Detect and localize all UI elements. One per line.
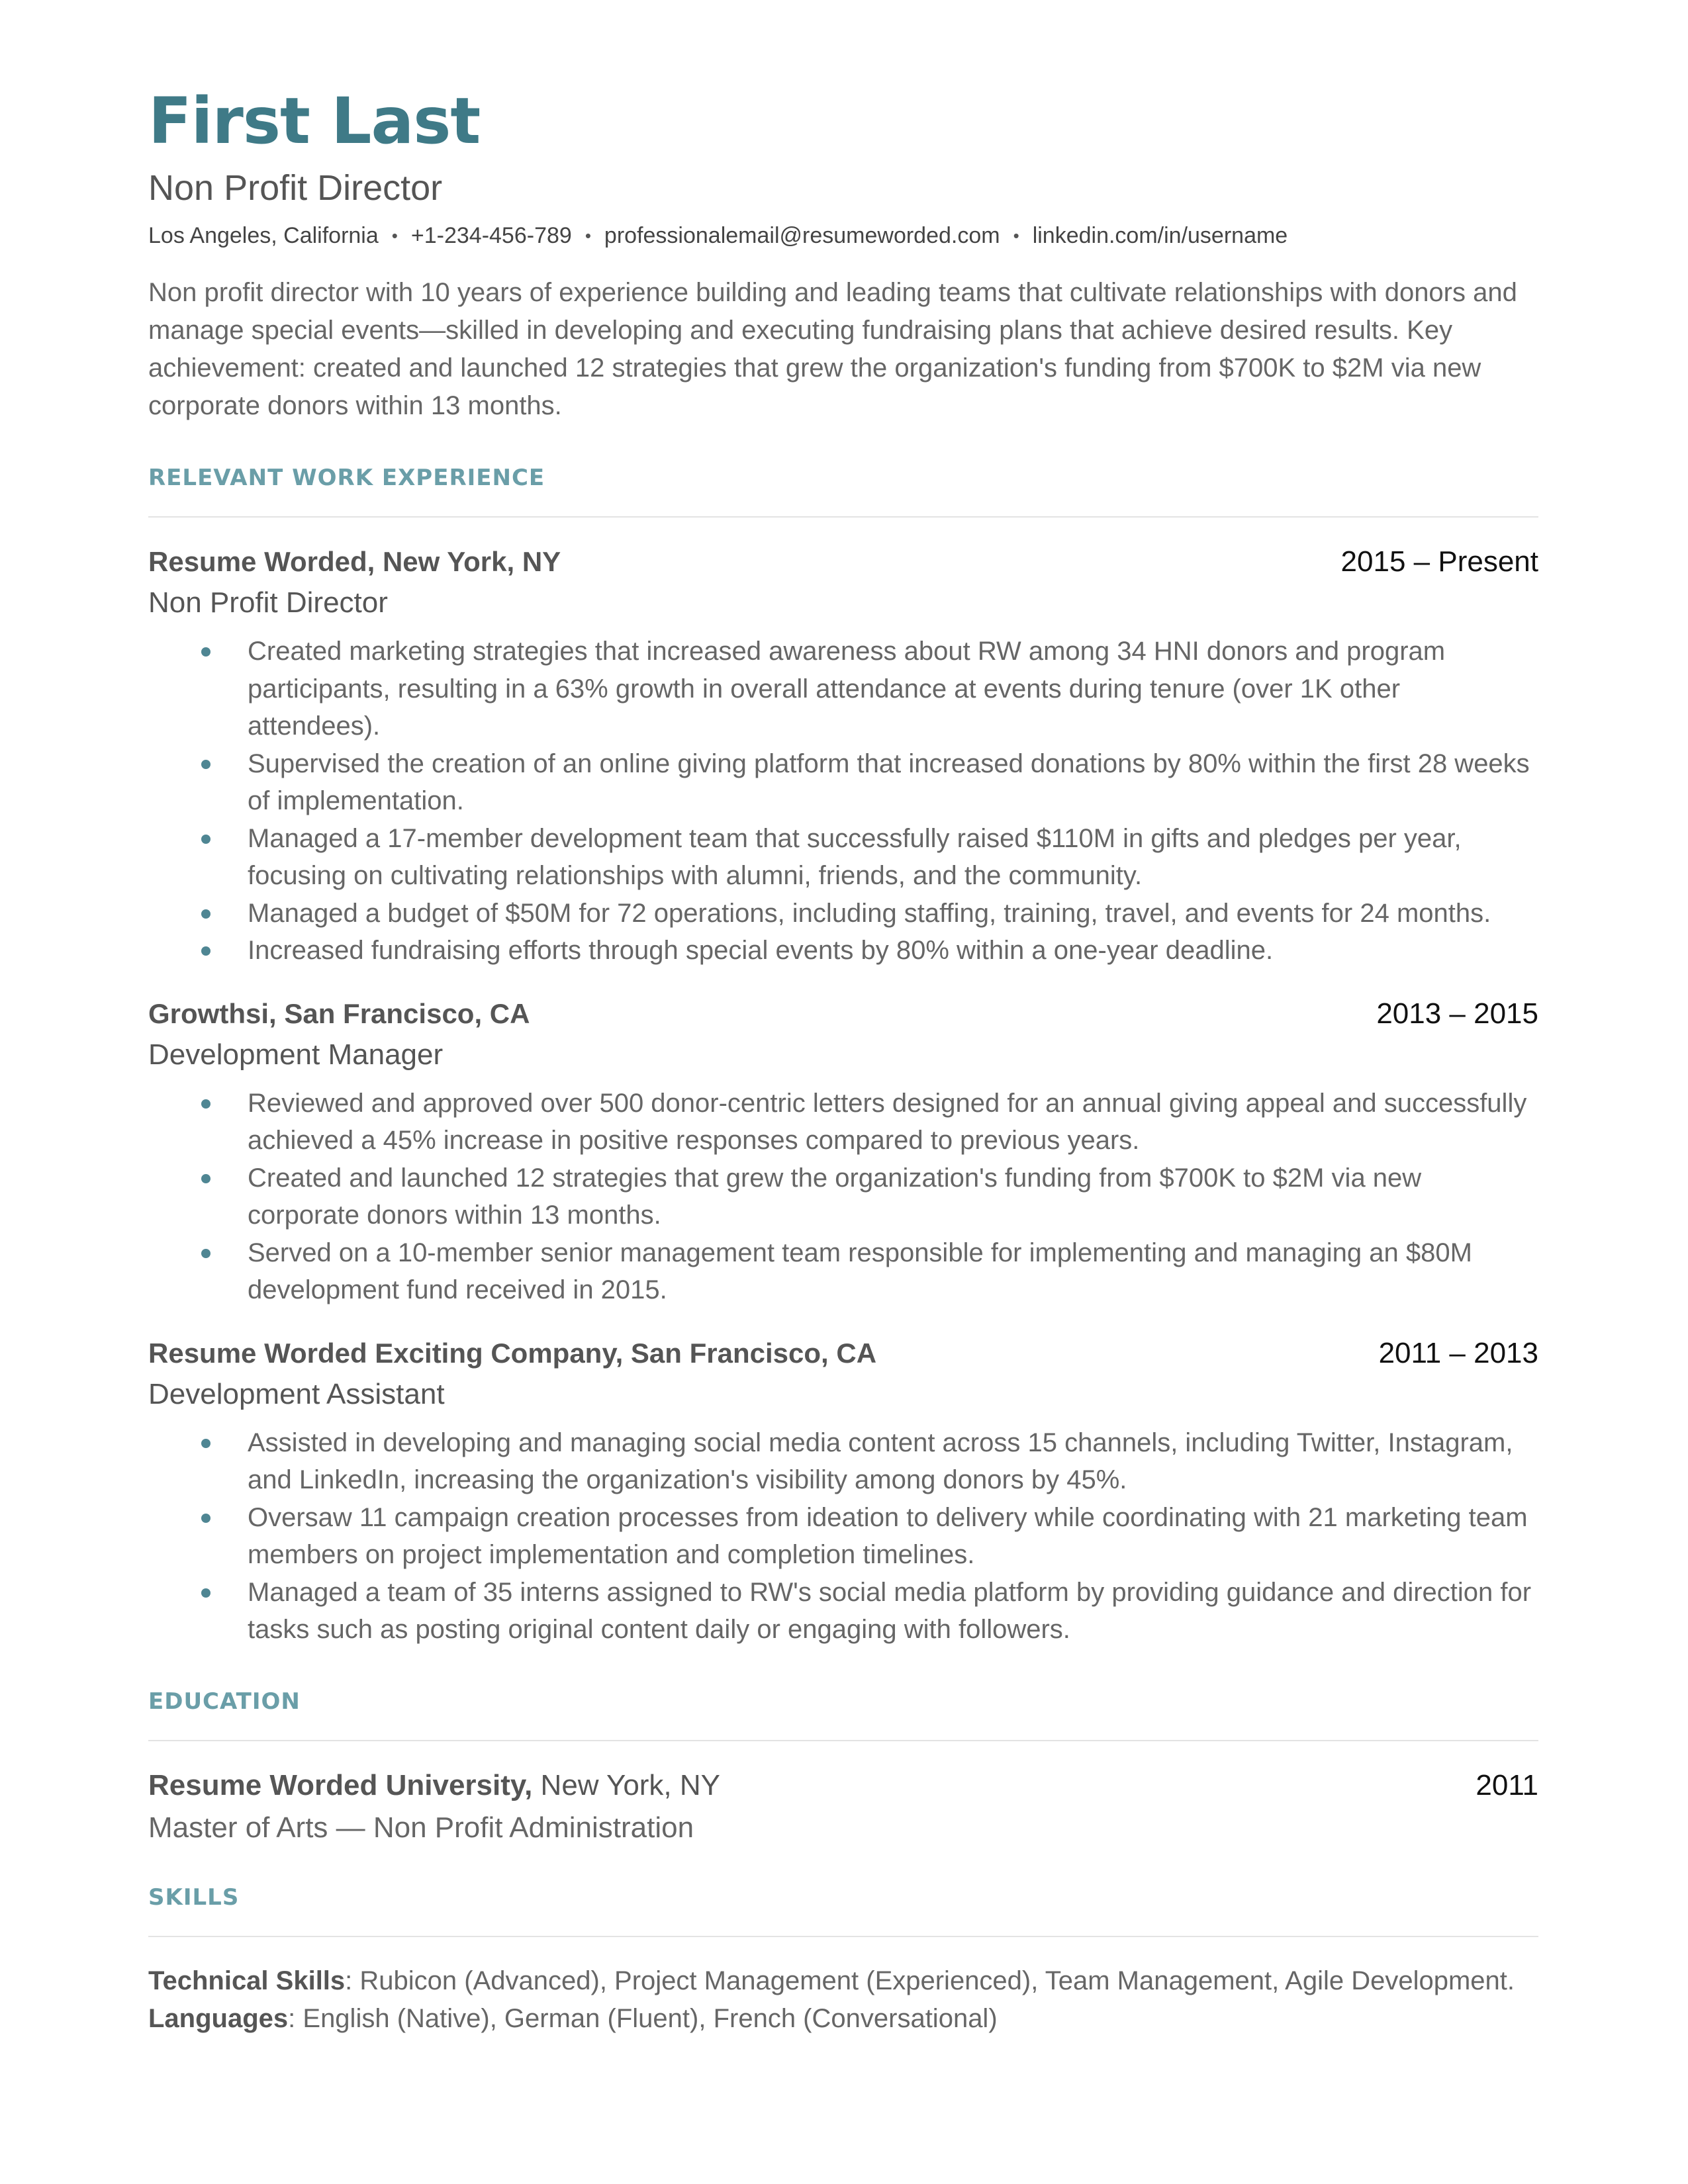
bullet-text: Increased fundraising efforts through special events by 80% within a one-year deadline. (248, 936, 1274, 966)
job-header (148, 997, 1538, 1030)
job-dates: 2011 – 2013 (1378, 1336, 1538, 1369)
job-company: Resume Worded Exciting Company, San Francisco, CA (148, 1337, 877, 1369)
education-location: New York, NY (532, 1768, 721, 1801)
job-bullet (148, 895, 1538, 933)
bullet-text: Created marketing strategies that increased awareness about RW among 34 HNI donors and program participants, resulting in a 63% growth in overall attendance at events during tenure (over 1K other attendees). (248, 637, 1446, 741)
bullet-dot-icon (201, 1249, 211, 1258)
bullet-dot-icon (201, 946, 211, 956)
job-bullet (148, 745, 1538, 820)
job-bullet (148, 1085, 1538, 1160)
job-bullet (148, 1574, 1538, 1649)
job-role: Non Profit Director (148, 586, 388, 619)
skills-technical-label: Technical Skills (148, 1966, 346, 1995)
bullet-dot-icon (201, 909, 211, 919)
bullet-dot-icon (201, 1099, 211, 1109)
job-bullets (148, 1424, 1538, 1649)
education-school: Resume Worded University, (148, 1768, 533, 1801)
resume-content (148, 85, 1538, 2038)
section-heading-skills: SKILLS (148, 1884, 240, 1911)
contact-separator: • (391, 226, 398, 246)
bullet-dot-icon (201, 835, 211, 844)
section-heading-experience: RELEVANT WORK EXPERIENCE (148, 465, 545, 492)
job-bullet (148, 932, 1538, 970)
education-year: 2011 (1476, 1768, 1538, 1801)
job-bullet (148, 820, 1538, 895)
job-header (148, 545, 1538, 578)
bullet-text: Served on a 10-member senior management team responsible for implementing and managing an $80M development fund received in 2015. (248, 1238, 1472, 1305)
bullet-dot-icon (201, 1439, 211, 1448)
job-role: Development Assistant (148, 1377, 445, 1410)
bullet-text: Oversaw 11 campaign creation processes from ideation to delivery while coordinating with 21 marketing team members on project implementation and completion timelines. (248, 1502, 1528, 1570)
job-company: Growthsi, San Francisco, CA (148, 997, 530, 1029)
section-divider (148, 1740, 1538, 1741)
bullet-text: Managed a team of 35 interns assigned to RW's social media platform by providing guidance and direction for tasks such as posting original content daily or engaging with followers. (248, 1577, 1532, 1645)
bullet-dot-icon (201, 1174, 211, 1183)
contact-line (148, 223, 1538, 249)
candidate-name: First Last (148, 84, 481, 158)
contact-separator: • (585, 226, 591, 246)
job-dates: 2013 – 2015 (1376, 997, 1538, 1030)
job-bullet (148, 633, 1538, 745)
bullet-dot-icon (201, 1514, 211, 1523)
contact-linkedin[interactable]: linkedin.com/in/username (1032, 223, 1288, 249)
bullet-text: Reviewed and approved over 500 donor-centric letters designed for an annual giving appeal and successfully achieved a 45% increase in positive responses compared to previous years. (248, 1088, 1527, 1156)
section-divider (148, 516, 1538, 518)
job-header (148, 1337, 1538, 1370)
job-bullet (148, 1234, 1538, 1309)
bullet-text: Supervised the creation of an online giving platform that increased donations by 80% within the first 28 weeks of implementation. (248, 749, 1530, 816)
job-entry (148, 1337, 1538, 1649)
bullet-text: Managed a budget of $50M for 72 operations, including staffing, training, travel, and events for 24 months. (248, 898, 1491, 928)
education-institution (148, 1769, 720, 1802)
section-heading-education: EDUCATION (148, 1688, 301, 1715)
section-divider (148, 1936, 1538, 1937)
contact-separator: • (1013, 226, 1019, 246)
summary: Non profit director with 10 years of experience building and leading teams that cultivate relationships with donors and manage special events—skilled in developing and executing fundraising plans that achieve desired results. Key achievement: created and launched 12 strategies that grew the organization's funding from $700K to $2M via new corporate donors within 13 months. (148, 278, 1517, 421)
job-bullets (148, 633, 1538, 970)
bullet-dot-icon (201, 647, 211, 657)
job-entry (148, 997, 1538, 1309)
job-bullet (148, 1160, 1538, 1234)
job-bullets (148, 1085, 1538, 1309)
skills-technical-value: : Rubicon (Advanced), Project Management (Experienced), Team Management, Agile Development. (345, 1966, 1515, 1995)
education-degree: Master of Arts — Non Profit Administration (148, 1811, 694, 1844)
contact-email[interactable]: professionalemail@resumeworded.com (604, 223, 1000, 249)
bullet-text: Created and launched 12 strategies that grew the organization's funding from $700K to $2M via new corporate donors within 13 months. (248, 1163, 1422, 1230)
bullet-dot-icon (201, 1588, 211, 1598)
contact-phone: +1-234-456-789 (410, 223, 572, 249)
skills-languages-label: Languages (148, 2003, 289, 2033)
skills-languages (148, 2000, 1538, 2038)
job-dates: 2015 – Present (1340, 545, 1538, 578)
bullet-text: Managed a 17-member development team that successfully raised $110M in gifts and pledges per year, focusing on cultivating relationships with alumni, friends, and the community. (248, 823, 1462, 891)
candidate-title: Non Profit Director (148, 168, 443, 208)
bullet-dot-icon (201, 760, 211, 769)
job-company: Resume Worded, New York, NY (148, 546, 561, 578)
job-bullet (148, 1424, 1538, 1499)
experience-list (148, 545, 1538, 1649)
bullet-text: Assisted in developing and managing social media content across 15 channels, including Twitter, Instagram, and LinkedIn, increasing the organization's visibility among donors by 45%. (248, 1428, 1513, 1495)
job-bullet (148, 1499, 1538, 1574)
skills-technical (148, 1962, 1538, 2000)
job-role: Development Manager (148, 1038, 444, 1071)
education-entry (148, 1769, 1538, 1802)
skills-block (148, 1962, 1538, 2038)
skills-languages-value: : English (Native), German (Fluent), French (Conversational) (288, 2003, 998, 2033)
contact-location: Los Angeles, California (148, 223, 379, 249)
job-entry (148, 545, 1538, 970)
